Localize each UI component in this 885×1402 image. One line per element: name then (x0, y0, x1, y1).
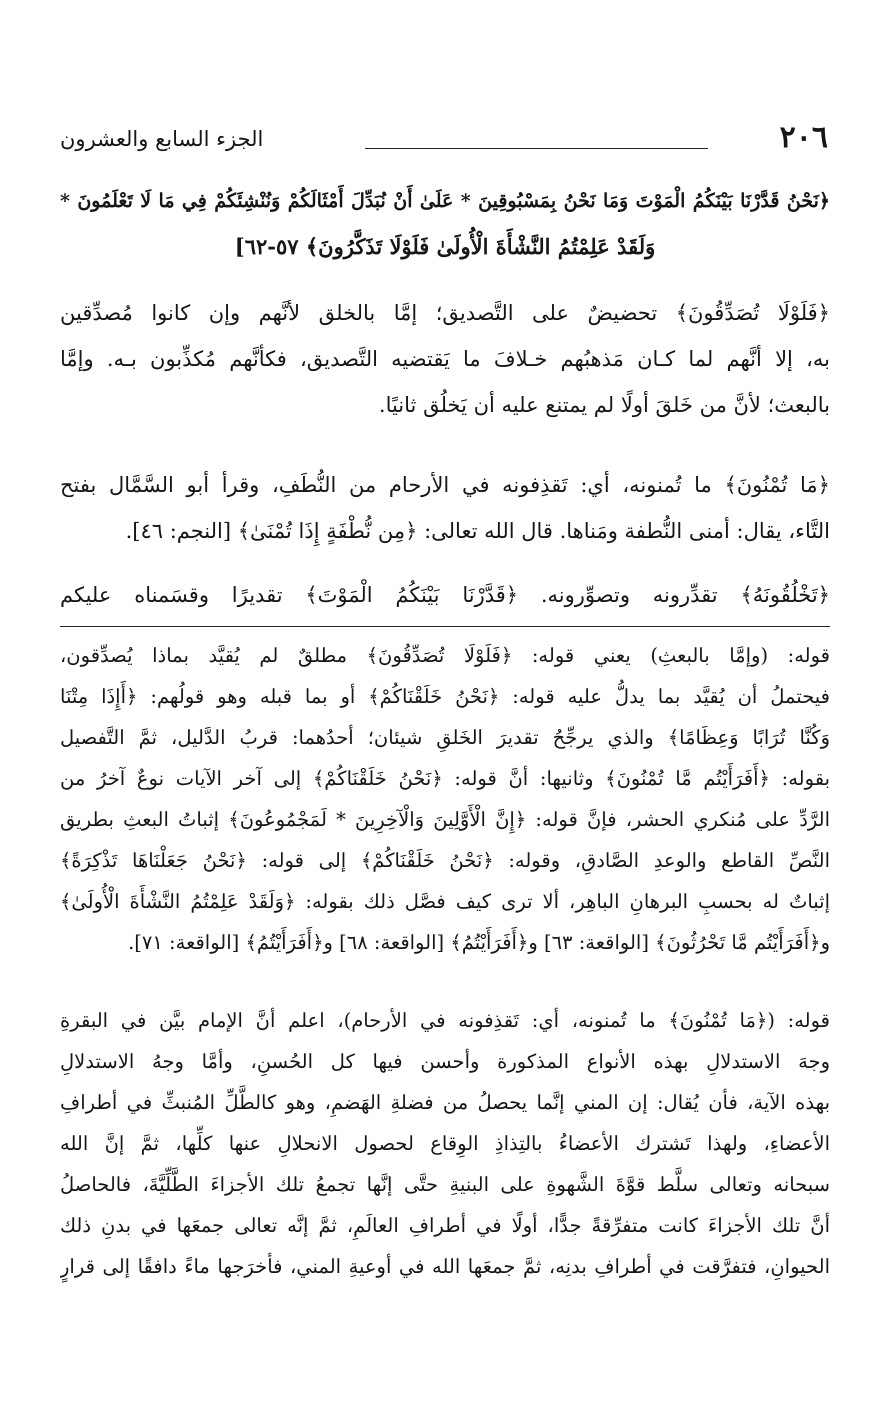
text-line: ﴿مَا تُمْنُونَ﴾ ما تُمنونه، أي: تَقذِفونه في الأرحام من النُّطَفِ، وقرأ أبو السَّمَّال بفتح (60, 473, 830, 497)
footnote-line: النَّصِّ القاطع والوعدِ الصَّادقِ، وقوله: ﴿نَحْنُ خَلَقْنَاكُمْ﴾ إلى قوله: ﴿نَحْنُ جَعَلْنَاهَا تَذْكِرَةً﴾ (60, 849, 830, 872)
footnote-block (60, 635, 830, 963)
footnote-line: قوله: (﴿مَا تُمْنُونَ﴾ ما تُمنونه، أي: تَقذِفونه في الأرحام)، اعلم أنَّ الإمام بيَّن في البقرةِ (60, 1009, 830, 1032)
verse-line: وَلَقَدْ عَلِمْتُمُ النَّشْأَةَ الْأُولَىٰ فَلَوْلَا تَذَكَّرُونَ﴾ ٥٧-٦٢] (234, 234, 656, 259)
text-line: به، إلا أنَّهم لما كـان مَذهبُهم خـلافَ ما يَقتضيه التَّصديق، فكأنَّهم مُكذِّبون بـه. وإمَّا (60, 347, 830, 371)
footnote-line: أنَّ تلك الأجزاءَ كانت متفرِّقةً جدًّا، أولًا في أطرافِ العالَمِ، ثمَّ إنَّه تعالى جمعَها في بدنِ ذلك (60, 1214, 830, 1237)
footnote-line: بهذه الآية، فأن يُقال: إن المني إنَّما يحصلُ من فضلةِ الهَضمِ، وهو كالطَّلِّ المُنبثِّ في أطرافِ (60, 1091, 830, 1114)
footnote-line: بقوله: ﴿أَفَرَأَيْتُم مَّا تُمْنُونَ﴾ وثانيها: أنَّ قوله: ﴿نَحْنُ خَلَقْنَاكُمْ﴾ إلى آخر الآيات نوعٌ آخرُ من (60, 767, 830, 790)
footnote-line: فيحتملُ أن يُقيَّد بما يدلُّ عليه قوله: ﴿نَحْنُ خَلَقْنَاكُمْ﴾ أو بما قبله وهو قولُهم: ﴿أَإِذَا مِتْنَا (60, 685, 830, 708)
page-number: ٢٠٦ (779, 120, 828, 155)
verse-line: ﴿نَحْنُ قَدَّرْنَا بَيْنَكُمُ الْمَوْتَ وَمَا نَحْنُ بِمَسْبُوقِينَ * عَلَىٰ أَنْ نُبَدِّلَ أَمْثَالَكُمْ وَنُنْشِئَكُمْ فِي مَا لَا تَعْلَمُونَ * (60, 190, 830, 212)
footnote-line: و﴿أَفَرَأَيْتُم مَّا تَحْرُثُونَ﴾ [الواقعة: ٦٣] و﴿أَفَرَأَيْتُمُ﴾ [الواقعة: ٦٨] و﴿أَفَرَأَيْتُمُ﴾ [الواقعة: ٧١]. (128, 931, 830, 954)
footnote-line: قوله: (وإمَّا بالبعثِ) يعني قوله: ﴿فَلَوْلَا تُصَدِّقُونَ﴾ مطلقٌ لم يُقيَّد بماذا يُصدِّقون، (60, 644, 830, 667)
footnote-line: الرَّدِّ على مُنكري الحشر، فإنَّ قوله: ﴿إِنَّ الْأَوَّلِينَ وَالْآخِرِينَ * لَمَجْمُوعُونَ﴾ إثباتُ البعثِ بطريق (60, 808, 830, 831)
footnote-line: إثباتٌ له بحسبِ البرهانِ الباهِر، ألا ترى كيف فصَّل ذلك بقوله: ﴿وَلَقَدْ عَلِمْتُمُ النَّشْأَةَ الْأُولَىٰ﴾ (60, 890, 830, 913)
quran-verses (60, 178, 830, 270)
tafsir-paragraph (60, 462, 830, 554)
tafsir-paragraph (60, 572, 830, 618)
text-line: التَّاء، يقال: أمنى النُّطفة ومَناها. قال الله تعالى: ﴿مِن نُّطْفَةٍ إِذَا تُمْنَىٰ﴾ [النجم: ٤٦]. (125, 519, 830, 543)
footnote-line: سبحانه وتعالى سلَّط قوَّةَ الشَّهوةِ على البنيةِ حتَّى إنَّها تجمعُ تلك الأجزاءَ الطَّلِّيَّةَ، فالحاصلُ (60, 1173, 830, 1196)
text-line: ﴿فَلَوْلَا تُصَدِّقُونَ﴾ تحضيضٌ على التَّصديق؛ إمَّا بالخلق لأنَّهم وإن كانوا مُصدِّقين (60, 301, 830, 325)
running-title: الجزء السابع والعشرون (60, 127, 264, 151)
footnote-line: الحيوانِ، فتفرَّقت في أطرافِ بدنِه، ثمَّ جمعَها الله في أوعيةِ المني، فأخرَجها ماءً دافقًا إلى قرارٍ (60, 1255, 830, 1278)
page-header (60, 118, 828, 162)
footnote-line: وَكُنَّا تُرَابًا وَعِظَامًا﴾ والذي يرجِّحُ تقديرَ الخَلقِ شيئان؛ أحدُهما: قربُ الدَّليل، ثمَّ التَّفصيل (60, 726, 830, 749)
text-line: بالبعث؛ لأنَّ من خَلقَ أولًا لم يمتنع عليه أن يَخلُق ثانيًا. (378, 393, 830, 417)
header-rule (365, 148, 708, 149)
tafsir-paragraph (60, 290, 830, 428)
footnote-line: الأعضاءِ، ولهذا تَشترك الأعضاءُ بالتِذاذِ الوِقاع لحصول الانحلالِ عنها كلِّها، ثمَّ إنَّ الله (60, 1132, 830, 1155)
footnote-separator (60, 626, 830, 627)
footnote-block (60, 1000, 830, 1287)
text-line: ﴿تَخْلُقُونَهُ﴾ تقدِّرونه وتصوِّرونه. ﴿قَدَّرْنَا بَيْنَكُمُ الْمَوْتَ﴾ تقديرًا وقسَمناه عليكم (60, 583, 830, 607)
footnote-line: وجهَ الاستدلالِ بهذه الأنواع المذكورة وأحسن فيها كل الحُسنِ، وأمَّا وجهُ الاستدلالِ (60, 1050, 830, 1073)
